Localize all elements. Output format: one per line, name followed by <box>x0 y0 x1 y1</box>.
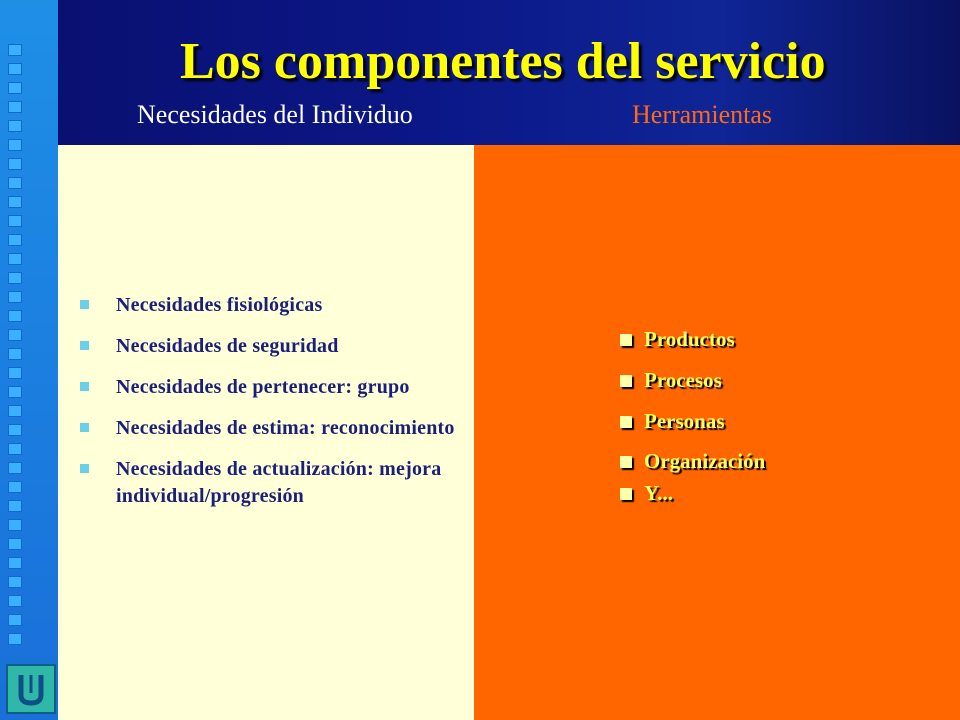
left-decorative-strip <box>0 0 58 720</box>
list-item-label: Personas <box>644 409 725 433</box>
decorative-square <box>8 120 22 132</box>
decorative-square <box>8 196 22 208</box>
decorative-square <box>8 158 22 170</box>
decorative-square <box>8 633 22 645</box>
decorative-square <box>8 329 22 341</box>
decorative-square <box>8 405 22 417</box>
decorative-square <box>8 500 22 512</box>
decorative-square <box>8 177 22 189</box>
decorative-square <box>8 291 22 303</box>
decorative-square <box>8 519 22 531</box>
decorative-square <box>8 310 22 322</box>
list-item <box>620 480 920 521</box>
subtitle-tools: Herramientas <box>632 100 773 129</box>
square-bullet-icon <box>620 334 632 346</box>
decorative-square <box>8 595 22 607</box>
decorative-square <box>8 443 22 455</box>
list-item-label: Y... <box>644 481 673 505</box>
list-item <box>80 456 460 510</box>
u-turn-logo-icon[interactable] <box>6 664 56 714</box>
decorative-square <box>8 538 22 550</box>
decorative-square <box>8 215 22 227</box>
list-item-label: Necesidades de pertenecer: grupo <box>116 376 410 398</box>
list-item-label: Necesidades de actualización: mejora individual/progresión <box>116 458 442 507</box>
list-item <box>80 292 460 319</box>
decorative-square <box>8 614 22 626</box>
list-item-label: Productos <box>644 327 735 351</box>
square-bullet-icon <box>620 456 632 468</box>
list-item-label: Necesidades fisiológicas <box>116 294 323 316</box>
decorative-square <box>8 253 22 265</box>
u-turn-glyph-icon <box>11 669 51 709</box>
list-item-label: Necesidades de seguridad <box>116 335 339 357</box>
decorative-square <box>8 101 22 113</box>
list-item <box>620 408 920 448</box>
decorative-square <box>8 272 22 284</box>
list-item-label: Procesos <box>644 368 722 392</box>
square-bullet-icon <box>80 341 89 350</box>
decorative-square <box>8 481 22 493</box>
subtitle-needs: Necesidades del Individuo <box>137 100 413 129</box>
decorative-square <box>8 386 22 398</box>
list-item <box>80 415 460 442</box>
list-item <box>80 333 460 360</box>
slide-title: Los componentes del servicio <box>180 33 826 90</box>
needs-list <box>80 292 460 524</box>
square-bullet-icon <box>620 488 632 500</box>
decorative-square <box>8 367 22 379</box>
square-bullet-icon <box>620 416 632 428</box>
square-bullet-icon <box>80 382 89 391</box>
decorative-square <box>8 234 22 246</box>
decorative-square <box>8 63 22 75</box>
list-item <box>620 367 920 408</box>
list-item <box>620 326 920 367</box>
list-item <box>620 448 920 480</box>
decorative-square <box>8 462 22 474</box>
tools-list <box>620 326 920 521</box>
list-item-label: Necesidades de estima: reconocimiento <box>116 417 455 439</box>
square-bullet-icon <box>80 464 89 473</box>
square-bullet-icon <box>80 423 89 432</box>
decorative-squares <box>8 44 24 645</box>
square-bullet-icon <box>80 300 89 309</box>
decorative-square <box>8 557 22 569</box>
decorative-square <box>8 44 22 56</box>
square-bullet-icon <box>620 375 632 387</box>
decorative-square <box>8 348 22 360</box>
decorative-square <box>8 82 22 94</box>
decorative-square <box>8 139 22 151</box>
list-item-label: Organización <box>644 449 766 473</box>
decorative-square <box>8 576 22 588</box>
list-item <box>80 374 460 401</box>
decorative-square <box>8 424 22 436</box>
